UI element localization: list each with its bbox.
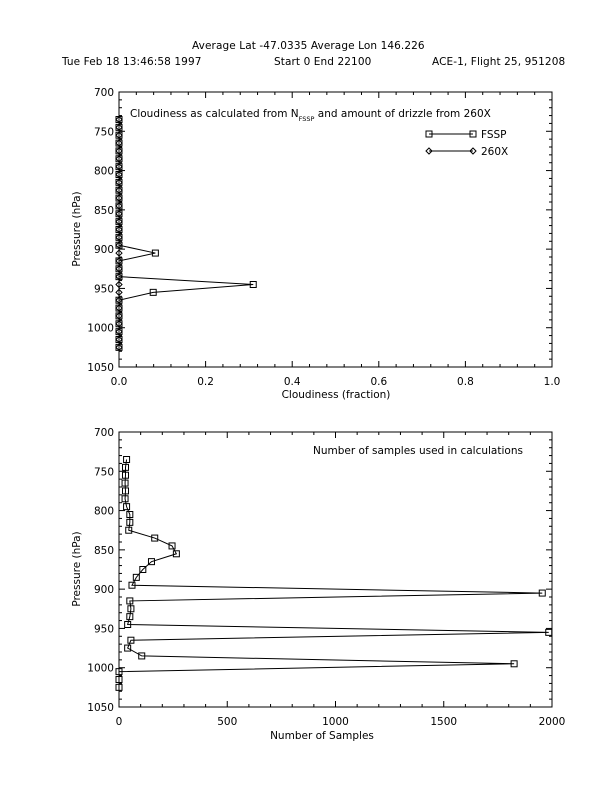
cloudiness-annotation xyxy=(130,108,491,123)
samples-x-axis-label: Number of Samples xyxy=(270,730,374,742)
cloudiness-xtick-label: 0.8 xyxy=(457,376,474,388)
cloudiness-ytick-label: 700 xyxy=(93,87,114,99)
legend-260x-label: 260X xyxy=(481,146,509,158)
samples-ytick-label: 850 xyxy=(93,544,114,557)
cloudiness-x-axis-label: Cloudiness (fraction) xyxy=(281,389,391,401)
legend-fssp-label: FSSP xyxy=(481,129,507,141)
samples-plot-frame xyxy=(119,432,552,707)
header-flight: ACE-1, Flight 25, 951208 xyxy=(432,56,566,68)
samples-xtick-label: 500 xyxy=(217,716,238,728)
header-date: Tue Feb 18 13:46:58 1997 xyxy=(62,56,202,68)
cloudiness-ytick-label: 1000 xyxy=(87,322,114,335)
header-average-lat-lon: Average Lat -47.0335 Average Lon 146.226 xyxy=(192,40,425,52)
cloudiness-annotation-suffix: and amount of drizzle from 260X xyxy=(314,108,491,120)
cloudiness-ytick-label: 900 xyxy=(93,244,114,257)
samples-ytick-label: 900 xyxy=(93,584,114,597)
header-start-end: Start 0 End 22100 xyxy=(274,56,372,68)
cloudiness-xtick-label: 0.4 xyxy=(283,376,301,388)
cloudiness-ytick-label: 1050 xyxy=(87,362,114,374)
samples-ytick-label: 1000 xyxy=(87,662,114,675)
cloudiness-ytick-label: 800 xyxy=(93,165,114,178)
cloudiness-chart xyxy=(71,87,560,401)
cloudiness-xtick-label: 0.0 xyxy=(110,376,128,388)
samples-ytick-label: 750 xyxy=(93,466,114,479)
samples-annotation: Number of samples used in calculations xyxy=(313,445,523,457)
samples-xtick-label: 2000 xyxy=(538,716,566,728)
samples-chart xyxy=(71,427,565,742)
cloudiness-annotation-subscript: FSSP xyxy=(298,115,315,123)
samples-series-number-of-samples-line xyxy=(119,460,549,688)
cloudiness-xtick-label: 0.6 xyxy=(370,376,388,388)
cloudiness-ytick-label: 850 xyxy=(93,204,114,217)
samples-xtick-label: 1500 xyxy=(430,716,458,728)
samples-xtick-label: 0 xyxy=(115,716,123,728)
cloudiness-y-axis-label: Pressure (hPa) xyxy=(71,191,83,267)
cloudiness-annotation-prefix: Cloudiness as calculated from N xyxy=(130,108,299,120)
samples-ytick-label: 950 xyxy=(93,623,114,636)
cloudiness-series-fssp-line xyxy=(119,120,253,348)
samples-ytick-label: 1050 xyxy=(87,702,114,714)
samples-xtick-label: 1000 xyxy=(322,716,349,728)
cloudiness-ytick-label: 750 xyxy=(93,126,114,139)
samples-ytick-label: 800 xyxy=(93,505,114,518)
cloudiness-ytick-label: 950 xyxy=(93,283,114,296)
samples-y-axis-label: Pressure (hPa) xyxy=(71,531,83,607)
cloudiness-xtick-label: 0.2 xyxy=(197,376,214,388)
samples-ytick-label: 700 xyxy=(93,427,114,439)
cloudiness-xtick-label: 1.0 xyxy=(543,376,561,388)
legend xyxy=(426,129,508,158)
